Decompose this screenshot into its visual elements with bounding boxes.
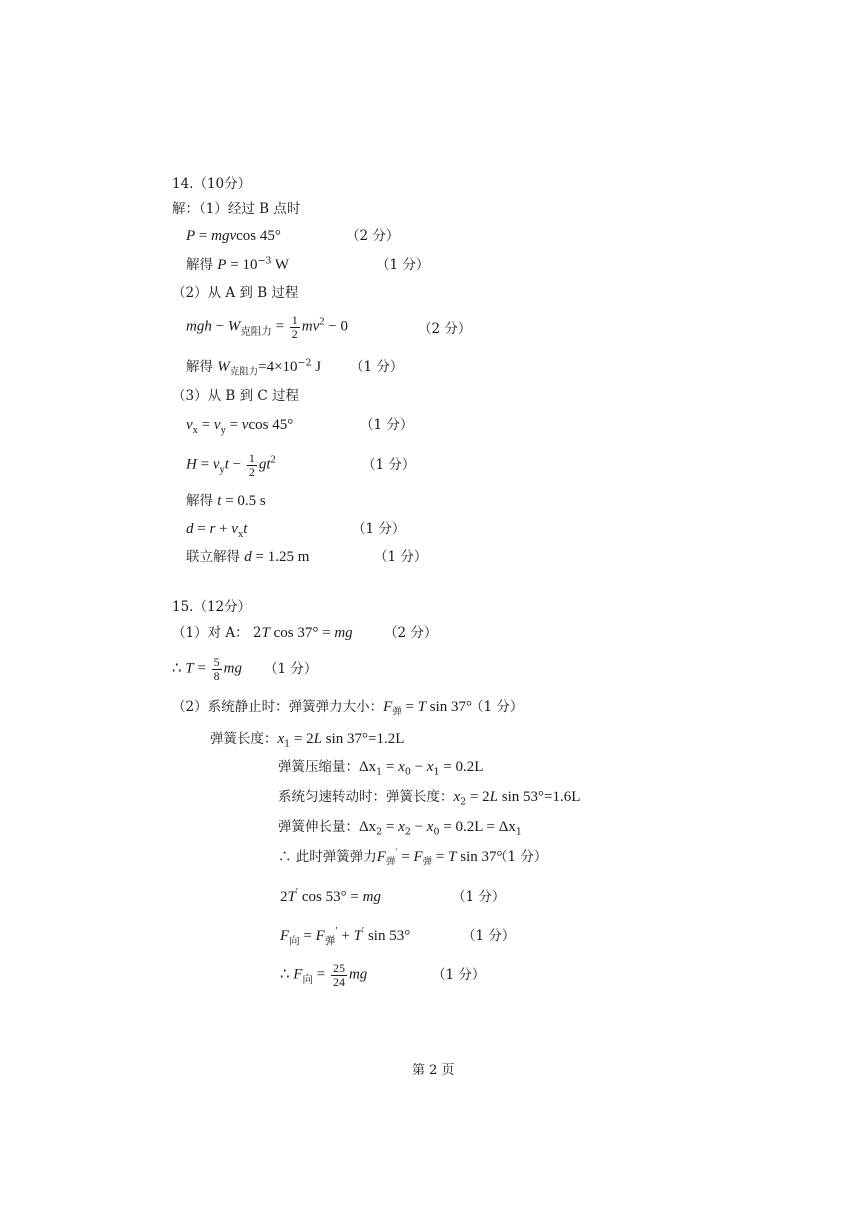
q14-score-4: （1 分） [350,359,404,375]
page-number: 第 2 页 [412,1063,455,1078]
q14-result-power: 解得 $P = 10^{-3}$ W [186,255,289,273]
q15-score-4: （1 分） [494,849,548,865]
q14-score-7: （1 分） [352,521,406,537]
q15-line-1: （1）对 A： 2T cos 37° = mg [172,625,353,641]
q15-score-5: （1 分） [452,889,506,905]
q14-part1-heading: 解：（1）经过 B 点时 [172,201,301,217]
q14-result-time: 解得 t = 0.5 s [186,493,266,509]
q14-score-2: （1 分） [376,257,430,273]
q15-score-3: （1 分） [470,699,524,715]
q15-line-8: ∴ 此时弹簧弹力$F_弹' = F_弹 = T$ sin 37° [278,847,503,868]
q14-eq-height: $H = v_yt$ − $\frac{1}{2}$ $gt^2$ [186,451,276,479]
q14-score-8: （1 分） [374,549,428,565]
q15-line-4: 弹簧长度：$x_1 = 2L$ sin 37°=1.2L [210,731,405,750]
q14-eq-power: P = mgvcos 45° [186,228,281,244]
q14-eq-velocity: $v_x = v_y = vcos$ 45° [186,417,294,436]
q14-eq-energy: mgh − $W_{克阻力}$ = $\frac{1}{2}$ $mv^2 - 0$ [186,313,348,341]
q14-eq-distance: $d = r + v_xt$ [186,521,248,540]
q15-line-10: $F_向 = F_弹' + T'$ sin 53° [280,926,411,947]
q14-part3-heading: （3）从 B 到 C 过程 [172,388,300,404]
q15-line-7: 弹簧伸长量：$\Delta x_2 = x_2 - x_0 = 0.2L = \Delta x_1$ [278,819,522,838]
q15-score-7: （1 分） [432,967,486,983]
q15-score-6: （1 分） [462,928,516,944]
q15-score-1: （2 分） [384,625,438,641]
q14-score-1: （2 分） [346,228,400,244]
q15-line-6: 系统匀速转动时：弹簧长度：$x_2 = 2L$ sin 53°=1.6L [278,789,581,808]
q15-line-11: ∴ $F_向$ = $\frac{25}{24}$ mg [280,961,368,989]
q15-line-3: （2）系统静止时：弹簧弹力大小：$F_弹 = T$ sin 37° [172,699,473,718]
q14-part2-heading: （2）从 A 到 B 过程 [172,285,299,301]
q15-line-5: 弹簧压缩量：$\Delta x_1 = x_0 - x_1 = 0.2L$ [278,759,484,778]
q14-result-distance: 联立解得 d = 1.25 m [186,549,310,565]
q14-score-3: （2 分） [418,321,472,337]
q14-header: 14.（10分） [172,176,252,192]
q15-line-9: 2T′ cos 53° = mg [280,887,381,905]
q15-line-2: ∴ T = $\frac{5}{8}$ mg [172,655,242,683]
q14-score-5: （1 分） [360,417,414,433]
q15-header: 15.（12分） [172,599,252,615]
q14-score-6: （1 分） [362,457,416,473]
q15-score-2: （1 分） [264,661,318,677]
q14-result-work: 解得 $W_{克阻力}=4\times 10^{-2}$ J [186,357,322,378]
